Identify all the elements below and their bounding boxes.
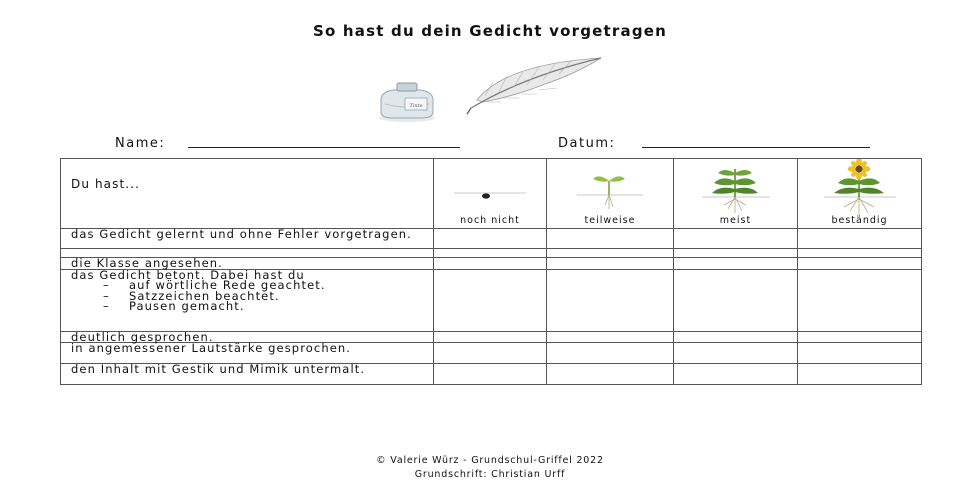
- rating-cell-noch-nicht[interactable]: [434, 258, 547, 270]
- table-row: [61, 343, 922, 364]
- stage-header-bestaendig: [798, 159, 922, 229]
- stage-label: meist: [719, 214, 752, 226]
- rating-cell-teilweise[interactable]: [547, 343, 674, 364]
- stage-header-meist: [674, 159, 798, 229]
- list-item: – auf wörtliche Rede geachtet.: [103, 278, 326, 292]
- sprout-icon: [547, 159, 673, 219]
- table-row: [61, 364, 922, 385]
- table-row: [61, 269, 922, 331]
- criterion-text: das Gedicht betont. Dabei hast du: [71, 267, 305, 282]
- rating-cell-teilweise[interactable]: [547, 331, 674, 343]
- rating-cell-meist[interactable]: [674, 331, 798, 343]
- rating-cell-bestaendig[interactable]: [798, 229, 922, 249]
- criterion-cell: die Klasse angesehen.: [61, 258, 434, 270]
- list-item: – Satzzeichen beachtet.: [103, 288, 280, 303]
- rating-cell-teilweise[interactable]: [547, 249, 674, 258]
- rating-cell-meist[interactable]: [674, 364, 798, 385]
- criterion-cell: den Inhalt mit Gestik und Mimik untermalt.: [61, 364, 434, 385]
- rating-cell-meist[interactable]: [674, 258, 798, 270]
- rating-cell-bestaendig[interactable]: [798, 364, 922, 385]
- stage-label: noch nicht: [460, 214, 520, 226]
- rating-cell-meist[interactable]: [674, 229, 798, 249]
- stage-label: teilweise: [584, 214, 636, 226]
- rating-cell-teilweise[interactable]: [547, 364, 674, 385]
- young-plant-icon: [674, 159, 797, 219]
- rating-cell-bestaendig[interactable]: [798, 269, 922, 331]
- rating-cell-noch-nicht[interactable]: [434, 229, 547, 249]
- table-row: [61, 229, 922, 249]
- rating-cell-teilweise[interactable]: [547, 258, 674, 270]
- date-field[interactable]: [642, 147, 870, 148]
- criterion-cell: deutlich gesprochen.: [61, 331, 434, 343]
- rating-cell-bestaendig[interactable]: [798, 249, 922, 258]
- name-field[interactable]: [188, 147, 460, 148]
- list-item: – Pausen gemacht.: [103, 299, 245, 313]
- rating-cell-teilweise[interactable]: [547, 269, 674, 331]
- rating-cell-noch-nicht[interactable]: [434, 249, 547, 258]
- rating-cell-bestaendig[interactable]: [798, 343, 922, 364]
- seed-icon: [434, 159, 546, 219]
- assessment-table: [60, 158, 922, 385]
- rating-cell-noch-nicht[interactable]: [434, 269, 547, 331]
- copyright-note: © Valerie Würz - Grundschul-Griffel 2022: [376, 455, 604, 466]
- name-label: Name:: [115, 136, 166, 151]
- header-label-cell: [61, 159, 434, 229]
- criterion-cell: das Gedicht gelernt und ohne Fehler vorgetragen.: [61, 229, 434, 249]
- rating-cell-noch-nicht[interactable]: [434, 343, 547, 364]
- rating-cell-meist[interactable]: [674, 343, 798, 364]
- rating-cell-noch-nicht[interactable]: [434, 364, 547, 385]
- criterion-cell: in angemessener Lautstärke gesprochen.: [61, 343, 434, 364]
- sunflower-icon: [798, 159, 921, 219]
- table-header-row: [61, 159, 922, 229]
- rating-cell-noch-nicht[interactable]: [434, 331, 547, 343]
- rating-cell-bestaendig[interactable]: [798, 258, 922, 270]
- quill-feather-icon: [467, 58, 601, 114]
- ink-and-quill-illustration: [375, 52, 620, 124]
- rating-cell-meist[interactable]: [674, 249, 798, 258]
- rating-cell-meist[interactable]: [674, 269, 798, 331]
- stage-label: beständig: [831, 214, 888, 226]
- date-label: Datum:: [558, 136, 616, 151]
- header-label: Du hast...: [71, 177, 141, 191]
- rating-cell-bestaendig[interactable]: [798, 331, 922, 343]
- font-credit: Grundschrift: Christian Urff: [414, 469, 566, 480]
- stage-header-teilweise: [547, 159, 674, 229]
- ink-bottle-icon: [379, 83, 435, 122]
- rating-cell-teilweise[interactable]: [547, 229, 674, 249]
- ink-label: Tinte: [409, 103, 423, 109]
- worksheet-title: So hast du dein Gedicht vorgetragen: [312, 22, 668, 40]
- stage-header-noch-nicht: [434, 159, 547, 229]
- criterion-cell: [61, 269, 434, 331]
